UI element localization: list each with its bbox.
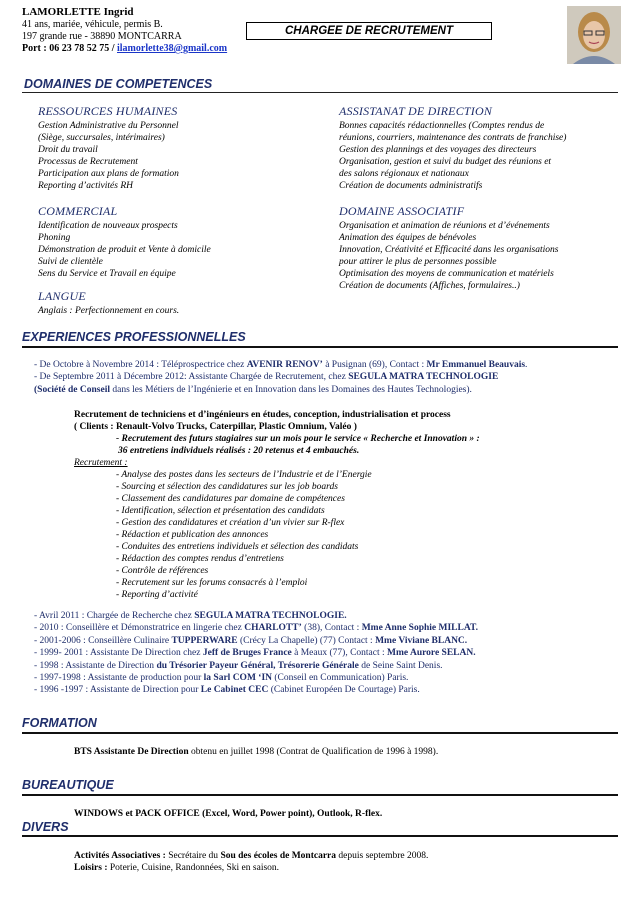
experience-item: - 2001-2006 : Conseillère Culinaire TUPPERWARE (Crécy La Chapelle) (77) Contact : Mme Viviane BLANC. xyxy=(34,635,468,646)
experience-item: - De Septembre 2011 à Décembre 2012: Assistante Chargée de Recrutement, chez SEGULA MATRA TECHNOLOGIE xyxy=(34,372,499,383)
task-item: - Analyse des postes dans les secteurs de l’Industrie et de l’Energie xyxy=(116,470,372,480)
task-item: - Rédaction et publication des annonces xyxy=(116,530,269,540)
candidate-name: LAMORLETTE Ingrid xyxy=(22,6,134,18)
section-title-divers: DIVERS xyxy=(22,820,69,834)
task-item: - Recrutement sur les forums consacrés à l’emploi xyxy=(116,578,308,588)
list-item: Création de documents administratifs xyxy=(339,181,483,191)
list-item: pour attirer le plus de personnes possible xyxy=(339,257,497,267)
task-item: - Identification, sélection et présentation des candidats xyxy=(116,506,325,516)
section-divider xyxy=(22,835,618,837)
list-item: Optimisation des moyens de communication et matériels xyxy=(339,269,554,279)
subsection-assistanat: ASSISTANAT DE DIRECTION xyxy=(339,104,493,118)
list-item: Gestion des plannings et des voyages des directeurs xyxy=(339,145,537,155)
section-title-bureautique: BUREAUTIQUE xyxy=(22,778,114,792)
personal-info: 41 ans, mariée, véhicule, permis B. xyxy=(22,19,163,30)
task-item: - Sourcing et sélection des candidatures sur les job boards xyxy=(116,482,338,492)
task-item: - Conduites des entretiens individuels et sélection des candidats xyxy=(116,542,359,552)
list-item: Identification de nouveaux prospects xyxy=(38,221,178,231)
list-item: Animation des équipes de bénévoles xyxy=(339,233,477,243)
subsection-rh: RESSOURCES HUMAINES xyxy=(38,104,178,118)
subsection-langue: LANGUE xyxy=(38,289,86,303)
section-divider xyxy=(22,732,618,734)
section-title-competences: DOMAINES DE COMPETENCES xyxy=(24,77,213,91)
list-item: (Siège, succursales, intérimaires) xyxy=(38,133,165,143)
list-item: Organisation et animation de réunions et d’événements xyxy=(339,221,550,231)
email-link[interactable]: ilamorlette38@gmail.com xyxy=(117,43,228,54)
list-item: Anglais : Perfectionnement en cours. xyxy=(38,306,180,316)
divers-associatif: Activités Associatives : Secrétaire du Sou des écoles de Montcarra depuis septembre 2008. xyxy=(74,851,429,861)
segula-entretiens: 36 entretiens individuels réalisés : 20 retenus et 4 embauchés. xyxy=(118,446,360,456)
associatif-list xyxy=(339,220,601,292)
segula-mission: Recrutement de techniciens et d’ingénieurs en études, conception, industrialisation et process xyxy=(74,410,451,420)
task-item: - Reporting d’activité xyxy=(116,590,198,600)
task-item: - Rédaction des comptes rendus d’entretiens xyxy=(116,554,284,564)
experience-item: - 1997-1998 : Assistante de production pour la Sarl COM ‘IN (Conseil en Communication) Paris. xyxy=(34,673,409,684)
list-item: Gestion Administrative du Personnel xyxy=(38,121,179,131)
list-item: Processus de Recrutement xyxy=(38,157,138,167)
divers-loisirs: Loisirs : Poterie, Cuisine, Randonnées, Ski en saison. xyxy=(74,863,280,873)
list-item: Droit du travail xyxy=(38,145,98,155)
section-divider xyxy=(22,346,618,348)
portrait-photo-icon xyxy=(567,6,621,64)
experience-item: (Société de Conseil dans les Métiers de l’Ingénierie et en Innovation dans les Domaines des Hautes Technologies). xyxy=(34,384,472,395)
section-title-experiences: EXPERIENCES PROFESSIONNELLES xyxy=(22,330,246,344)
phone: Port : 06 23 78 52 75 / xyxy=(22,43,117,54)
list-item: Suivi de clientèle xyxy=(38,257,103,267)
section-divider xyxy=(22,92,618,93)
contact-line xyxy=(22,43,227,55)
rh-list xyxy=(38,120,179,192)
recrutement-label: Recrutement : xyxy=(74,458,128,468)
list-item: des salons régionaux et nationaux xyxy=(339,169,469,179)
segula-clients: ( Clients : Renault-Volvo Trucks, Caterpillar, Plastic Omnium, Valéo ) xyxy=(74,422,357,432)
experience-list-top xyxy=(34,359,527,396)
commercial-list xyxy=(38,220,211,280)
list-item: Bonnes capacités rédactionnelles (Comptes rendus de xyxy=(339,121,545,131)
list-item: Organisation, gestion et suivi du budget des réunions et xyxy=(339,157,552,167)
section-title-formation: FORMATION xyxy=(22,716,97,730)
job-title-box: CHARGEE DE RECRUTEMENT xyxy=(246,22,492,40)
address: 197 grande rue - 38890 MONTCARRA xyxy=(22,31,182,42)
bureautique-text: WINDOWS et PACK OFFICE (Excel, Word, Power point), Outlook, R-flex. xyxy=(74,809,383,819)
experience-item: - 1996 -1997 : Assistante de Direction pour Le Cabinet CEC (Cabinet Européen De Courtage) Paris. xyxy=(34,685,420,696)
list-item: Sens du Service et Travail en équipe xyxy=(38,269,176,279)
list-item: Création de documents (Affiches, formulaires..) xyxy=(339,281,520,291)
experience-item: - 1999- 2001 : Assistante De Direction chez Jeff de Bruges France à Meaux (77), Contact : Mme Aurore SELAN. xyxy=(34,648,476,659)
assistanat-list xyxy=(339,120,601,192)
task-item: - Contrôle de références xyxy=(116,566,209,576)
list-item: Démonstration de produit et Vente à domicile xyxy=(38,245,211,255)
subsection-associatif: DOMAINE ASSOCIATIF xyxy=(339,204,465,218)
experience-item: - 1998 : Assistante de Direction du Trésorier Payeur Général, Trésorerie Générale de Seine Saint Denis. xyxy=(34,660,443,671)
recrutement-tasks xyxy=(116,469,372,601)
list-item: Participation aux plans de formation xyxy=(38,169,179,179)
list-item: Phoning xyxy=(38,233,71,243)
experience-item: - Avril 2011 : Chargée de Recherche chez SEGULA MATRA TECHNOLOGIE. xyxy=(34,611,347,621)
formation-text: BTS Assistante De Direction obtenu en juillet 1998 (Contrat de Qualification de 1996 à 1998). xyxy=(74,747,439,757)
experience-list-bottom xyxy=(34,610,478,697)
section-divider xyxy=(22,794,618,796)
experience-item: - 2010 : Conseillère et Démonstratrice en lingerie chez CHARLOTT’ (38), Contact : Mme Anne Sophie MILLAT. xyxy=(34,623,478,634)
experience-item: - De Octobre à Novembre 2014 : Téléprospectrice chez AVENIR RENOV’ à Pusignan (69), Contact : Mr Emmanuel Beauvais. xyxy=(34,360,528,370)
task-item: - Classement des candidatures par domaine de compétences xyxy=(116,494,345,504)
list-item: réunions, courriers, maintenance des contrats de franchise) xyxy=(339,133,567,143)
list-item: Reporting d’activités RH xyxy=(38,181,133,191)
portrait-photo xyxy=(567,6,621,64)
task-item: - Gestion des candidatures et création d’un vivier sur R-flex xyxy=(116,518,345,528)
list-item: Innovation, Créativité et Efficacité dans les organisations xyxy=(339,245,559,255)
segula-stagiaires: - Recrutement des futurs stagiaires sur un mois pour le service « Recherche et Innovation » : xyxy=(116,434,480,444)
subsection-commercial: COMMERCIAL xyxy=(38,204,118,218)
